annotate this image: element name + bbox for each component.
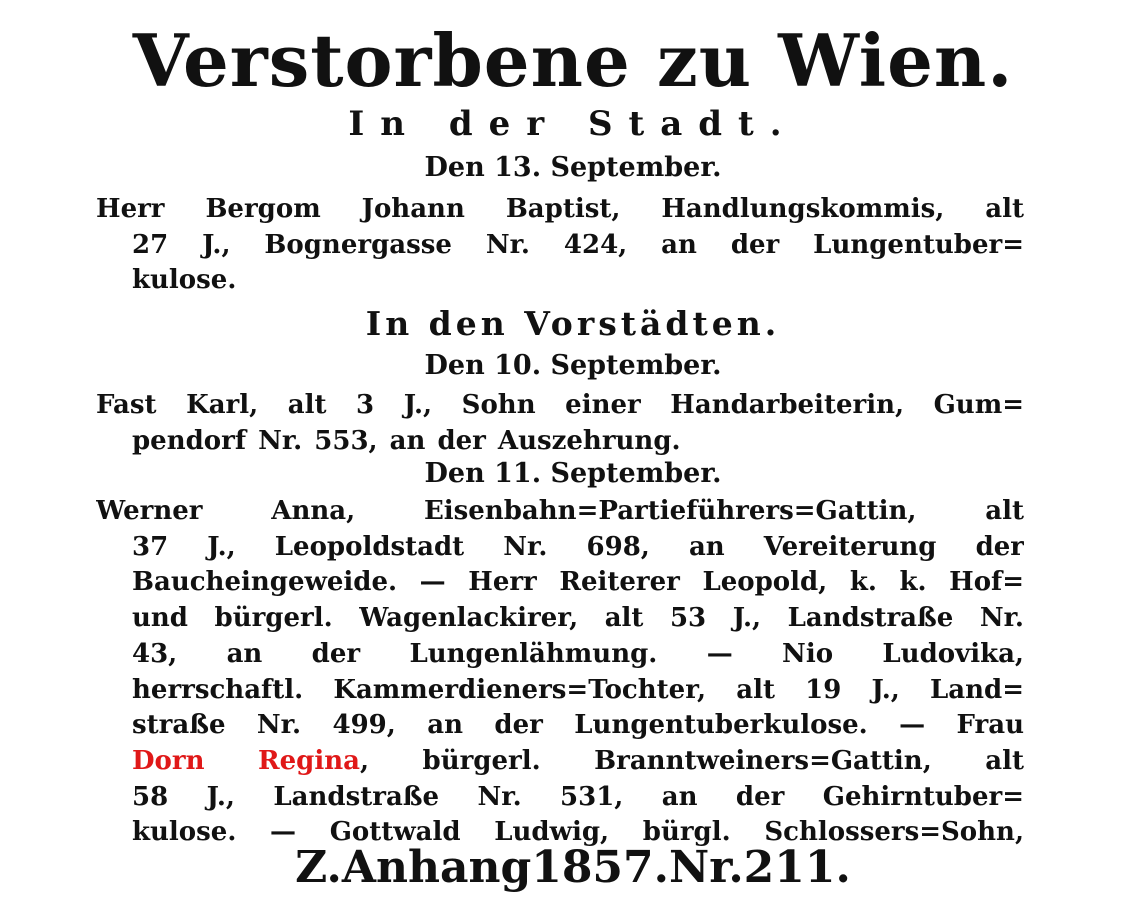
- entry-line: Baucheingeweide. — Herr Reiterer Leopold, k. k. Hof=: [132, 567, 1024, 598]
- highlight-rest: , bürgerl. Branntweiners=Gattin, alt: [359, 745, 1024, 776]
- entry-line-highlight: [96, 744, 1024, 780]
- entry-line: pendorf Nr. 553, an der Auszehrung.: [132, 425, 681, 456]
- date-heading-13-september: Den 13. September.: [424, 152, 722, 183]
- entry-line: und bürgerl. Wagenlackirer, alt 53 J., Landstraße Nr.: [132, 603, 1024, 634]
- entry-11-september: [96, 494, 1024, 851]
- date-heading-10-september: Den 10. September.: [424, 350, 722, 381]
- entry-line: Herr Bergom Johann Baptist, Handlungskommis, alt: [96, 194, 1024, 224]
- entry-line: kulose. — Gottwald Ludwig, bürgl. Schlossers=Sohn,: [132, 817, 1024, 848]
- entry-stadt: [96, 192, 1024, 299]
- entry-line: 27 J., Bognergasse Nr. 424, an der Lungentuber=: [132, 229, 1024, 260]
- highlighted-name: Dorn Regina: [132, 745, 360, 776]
- entry-line: 43, an der Lungenlähmung. — Nio Ludovika,: [132, 638, 1024, 669]
- entry-line: straße Nr. 499, an der Lungentuberkulose. — Frau: [132, 710, 1024, 741]
- entry-line: Werner Anna, Eisenbahn=Partieführers=Gattin, alt: [96, 496, 1024, 526]
- source-citation: Z.Anhang1857.Nr.211.: [295, 842, 851, 893]
- entry-line: 37 J., Leopoldstadt Nr. 698, an Vereiterung der: [132, 531, 1024, 562]
- entry-line: Fast Karl, alt 3 J., Sohn einer Handarbeiterin, Gum=: [96, 390, 1024, 420]
- entry-line: herrschaftl. Kammerdieners=Tochter, alt 19 J., Land=: [132, 674, 1024, 705]
- entry-line: 58 J., Landstraße Nr. 531, an der Gehirntuber=: [132, 781, 1024, 812]
- date-heading-11-september: Den 11. September.: [424, 458, 722, 489]
- section-heading-stadt: In der Stadt.: [348, 104, 798, 144]
- page-title: Verstorbene zu Wien.: [132, 18, 1014, 103]
- entry-10-september: [96, 388, 1024, 459]
- entry-line: kulose.: [132, 265, 237, 296]
- section-heading-vorstaedten: In den Vorstädten.: [365, 304, 781, 343]
